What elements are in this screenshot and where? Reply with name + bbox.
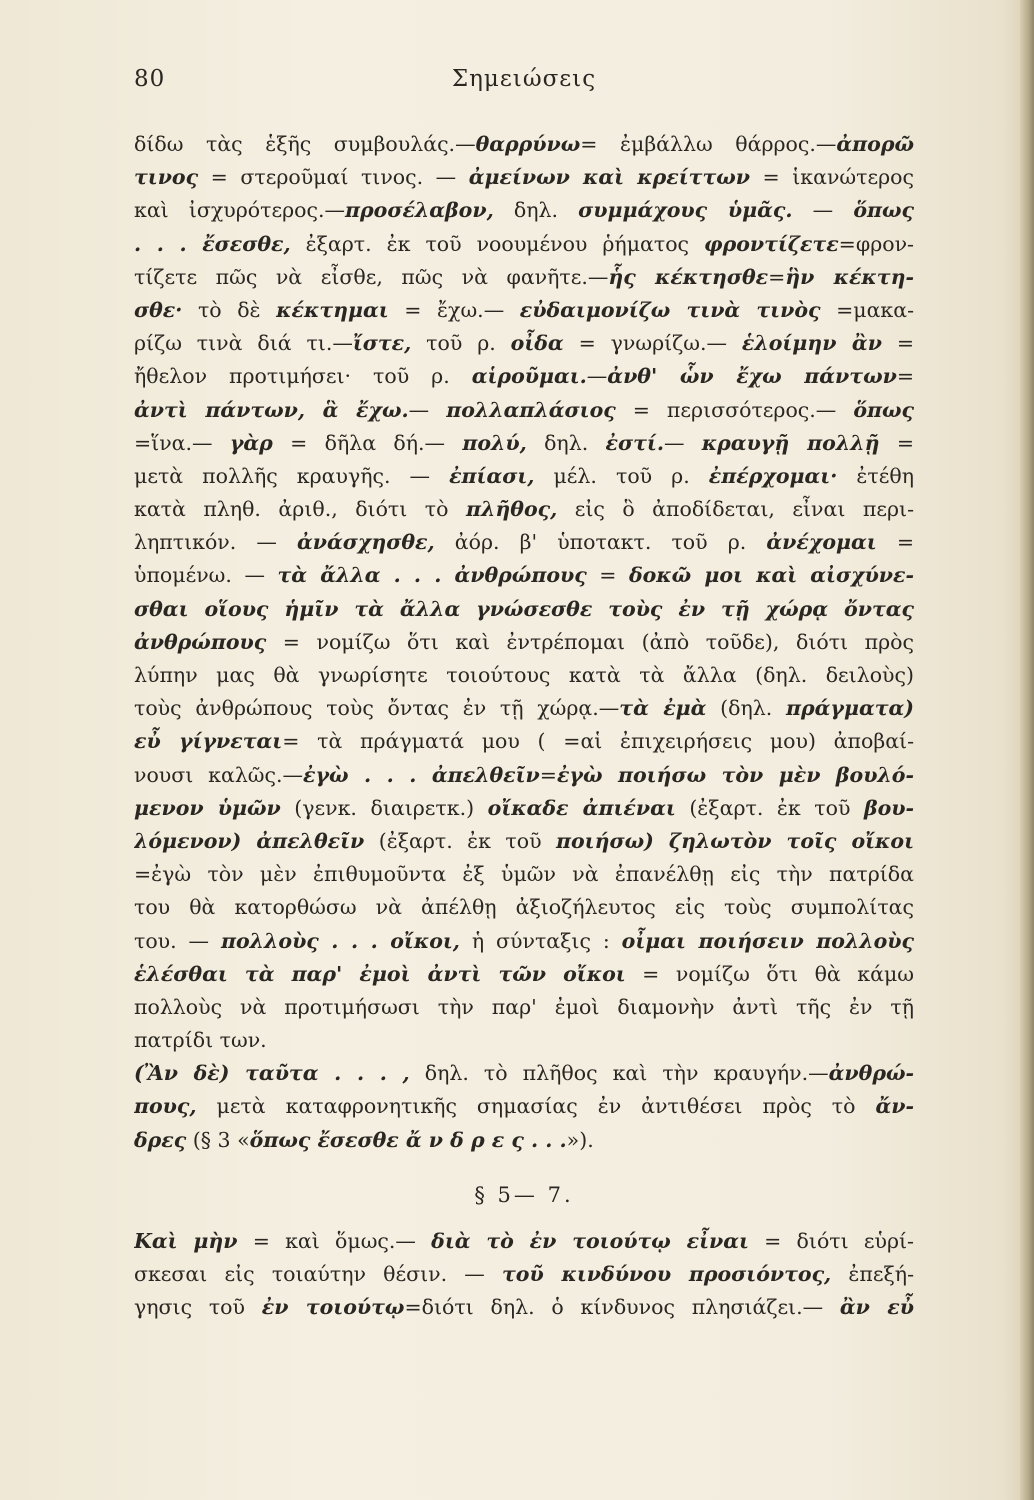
running-head: Σημειώσεις xyxy=(451,66,597,92)
bold-italic-lemma: ἐστί. xyxy=(605,430,664,455)
bold-italic-lemma: συμμάχους ὑμᾶς. xyxy=(578,198,793,223)
bold-italic-lemma: γὰρ xyxy=(229,430,273,455)
text-line: ἤθελον προτιμήσει· τοῦ ρ. αἱροῦμαι.—ἀνθ' ὧν ἔχω πάντων= xyxy=(134,364,914,389)
bold-italic-lemma: . . . ἔσεσθε, xyxy=(134,231,291,256)
bold-italic-lemma: ἐπίασι, xyxy=(449,463,535,488)
text-line: λόμενον) ἀπελθεῖν (ἐξαρτ. ἐκ τοῦ ποιήσω) ζηλωτὸν τοῖς οἴκοι xyxy=(134,828,914,853)
text-line: μενον ὑμῶν (γενκ. διαιρετκ.) οἴκαδε ἀπιέναι (ἐξαρτ. ἐκ τοῦ βου- xyxy=(134,795,914,820)
text-line: του. — πολλοὺς . . . οἴκοι, ἡ σύνταξις : οἶμαι ποιήσειν πολλοὺς xyxy=(134,928,914,953)
bold-italic-lemma: βου- xyxy=(863,795,914,820)
bold-italic-lemma: προσέλαβον, xyxy=(345,198,494,223)
bold-italic-lemma: οἶμαι ποιήσειν πολλοὺς xyxy=(621,928,914,953)
bold-italic-lemma: πους, xyxy=(134,1094,197,1119)
bold-italic-lemma: ἀπορῶ xyxy=(836,132,914,156)
bold-italic-lemma: ὅπως xyxy=(853,397,914,422)
bold-italic-lemma: ἀνάσχησθε, xyxy=(296,530,435,555)
bold-italic-lemma: ἐπέρχομαι· xyxy=(708,463,838,488)
text-line: δίδω τὰς ἑξῆς συμβουλάς.—θαρρύνω= ἐμβάλλω θάρρος.—ἀπορῶ xyxy=(134,132,914,156)
bold-italic-lemma: ἀνθ' ὧν ἔχω πάντων xyxy=(607,364,897,389)
text-line: (Ἂν δὲ) ταῦτα . . . , δηλ. τὸ πλῆθος καὶ τὴν κραυγήν.—ἀνθρώ- xyxy=(134,1061,914,1086)
bold-italic-lemma: ἀνθρώπους xyxy=(134,629,267,654)
text-line: καὶ ἰσχυρότερος.—προσέλαβον, δηλ. συμμάχους ὑμᾶς. — ὅπως xyxy=(134,198,914,223)
page-number: 80 xyxy=(134,66,166,92)
text-line: πολλοὺς νὰ προτιμήσωσι τὴν παρ' ἐμοὶ διαμονὴν ἀντὶ τῆς ἐν τῇ xyxy=(134,994,914,1019)
text-line: ἑλέσθαι τὰ παρ' ἐμοὶ ἀντὶ τῶν οἴκοι = νομίζω ὅτι θὰ κάμω xyxy=(134,961,914,986)
bold-italic-lemma: ἂν εὖ xyxy=(839,1295,914,1320)
bold-italic-lemma: ἧς κέκτησθε xyxy=(608,264,769,289)
text-line: εὖ γίγνεται= τὰ πράγματά μου ( =αἱ ἐπιχειρήσεις μου) ἀποβαί- xyxy=(134,729,914,754)
text-line: ἀντὶ πάντων, ἃ ἔχω.— πολλαπλάσιος = περισσότερος.— ὅπως xyxy=(134,397,914,422)
text-line: . . . ἔσεσθε, ἐξαρτ. ἐκ τοῦ νοουμένου ῥήματος φροντίζετε=φρον- xyxy=(134,231,914,256)
bold-italic-lemma: σθαι οἵους ἡμῖν τὰ ἄλλα γνώσεσθε τοὺς ἐν τῇ χώρᾳ ὄντας xyxy=(134,596,914,621)
bold-italic-lemma: ἐγὼ . . . ἀπελθεῖν xyxy=(303,762,540,787)
bold-italic-lemma: ἑλοίμην ἂν xyxy=(741,331,882,356)
bold-italic-lemma: δοκῶ μοι καὶ αἰσχύνε- xyxy=(628,563,914,588)
text-line: ἀνθρώπους = νομίζω ὅτι καὶ ἐντρέπομαι (ἀπὸ τοῦδε), διότι πρὸς xyxy=(134,629,914,654)
text-line: λύπην μας θὰ γνωρίσητε τοιούτους κατὰ τὰ ἄλλα (δηλ. δειλοὺς) xyxy=(134,663,914,687)
text-line: =ἵνα.— γὰρ = δῆλα δή.— πολύ, δηλ. ἐστί.— κραυγῇ πολλῇ = xyxy=(134,430,914,455)
bold-italic-lemma: κραυγῇ πολλῇ xyxy=(701,430,880,455)
bold-italic-lemma: ἐγὼ ποιήσω τὸν μὲν βουλό- xyxy=(556,762,914,787)
bold-italic-lemma: ἀμείνων καὶ κρείττων xyxy=(468,165,750,190)
bold-italic-lemma: οἶδα xyxy=(510,331,564,356)
bold-italic-lemma: ἑλέσθαι τὰ παρ' ἐμοὶ ἀντὶ τῶν οἴκοι xyxy=(134,961,626,986)
bold-italic-lemma: οἴκαδε ἀπιέναι xyxy=(487,795,676,820)
text-line: του θὰ κατορθώσω νὰ ἀπέλθῃ ἀξιοζήλευτος εἰς τοὺς συμπολίτας xyxy=(134,895,914,920)
text-line: Καὶ μὴν = καὶ ὅμως.— διὰ τὸ ἐν τοιούτῳ εἶναι = διότι εὑρί- xyxy=(134,1228,914,1253)
text-line: γησις τοῦ ἐν τοιούτῳ=διότι δηλ. ὁ κίνδυνος πλησιάζει.— ἂν εὖ xyxy=(134,1295,914,1320)
bold-italic-lemma: ἴστε, xyxy=(352,331,412,356)
bold-italic-lemma: κέκτημαι xyxy=(276,297,389,322)
text-line: =ἐγὼ τὸν μὲν ἐπιθυμοῦντα ἐξ ὑμῶν νὰ ἐπανέλθῃ εἰς τὴν πατρίδα xyxy=(134,862,914,887)
section-heading: § 5— 7. xyxy=(474,1182,574,1207)
text-line: ρίζω τινὰ διά τι.—ἴστε, τοῦ ρ. οἶδα = γνωρίζω.— ἑλοίμην ἂν = xyxy=(134,331,914,356)
bold-italic-lemma: ποιήσω) ζηλωτὸν τοῖς οἴκοι xyxy=(555,828,914,853)
notes-text xyxy=(134,128,914,1324)
bold-italic-lemma: ὅπως xyxy=(853,198,914,223)
bold-italic-lemma: τὰ ἐμὰ xyxy=(619,696,707,721)
bold-italic-lemma: πολύ, xyxy=(462,430,527,455)
text-line: τινος = στεροῦμαί τινος. — ἀμείνων καὶ κρείττων = ἱκανώτερος xyxy=(134,165,914,190)
text-line: σκεσαι εἰς τοιαύτην θέσιν. — τοῦ κινδύνου προσιόντος, ἐπεξή- xyxy=(134,1262,914,1286)
bold-italic-lemma: πλῆθος, xyxy=(465,497,558,522)
bold-italic-lemma: φροντίζετε xyxy=(704,231,839,256)
bold-italic-lemma: λόμενον) ἀπελθεῖν xyxy=(134,828,365,853)
bold-italic-lemma: ἄν- xyxy=(875,1094,914,1119)
bold-italic-lemma: τινος xyxy=(134,165,199,190)
bold-italic-lemma: ἀντὶ πάντων, ἃ ἔχω. xyxy=(134,397,409,422)
text-line: ὑπομένω. — τὰ ἄλλα . . . ἀνθρώπους = δοκῶ μοι καὶ αἰσχύνε- xyxy=(134,563,914,588)
bold-italic-lemma: δρες xyxy=(134,1127,187,1152)
bold-italic-lemma: πολλοὺς . . . οἴκοι, xyxy=(220,928,460,953)
bold-italic-lemma: μενον ὑμῶν xyxy=(134,795,281,820)
bold-italic-lemma: αἱροῦμαι. xyxy=(471,364,587,389)
bold-italic-lemma: τὰ ἄλλα . . . ἀνθρώπους xyxy=(277,563,587,588)
bold-italic-lemma: ἐν τοιούτῳ xyxy=(261,1295,405,1320)
bold-italic-lemma: εὐδαιμονίζω τινὰ τινὸς xyxy=(519,297,821,322)
text-line: ληπτικόν. — ἀνάσχησθε, ἀόρ. β' ὑποτακτ. τοῦ ρ. ἀνέχομαι = xyxy=(134,530,914,555)
text-line: δρες (§ 3 «ὅπως ἔσεσθε ἄ ν δ ρ ε ς . . .»). xyxy=(134,1127,594,1152)
bold-italic-lemma: πολλαπλάσιος xyxy=(446,397,616,422)
bold-italic-lemma: ἀνθρώ- xyxy=(828,1061,914,1086)
text-line xyxy=(134,593,914,626)
text-line: τίζετε πῶς νὰ εἶσθε, πῶς νὰ φανῆτε.—ἧς κέκτησθε=ἣν κέκτη- xyxy=(134,264,914,289)
bold-italic-lemma: ἀνέχομαι xyxy=(766,530,877,555)
bold-italic-lemma: θαρρύνω xyxy=(475,132,581,156)
bold-italic-lemma: σθε· xyxy=(134,297,183,322)
text-line: μετὰ πολλῆς κραυγῆς. — ἐπίασι, μέλ. τοῦ ρ. ἐπέρχομαι· ἐτέθη xyxy=(134,463,914,488)
text-line: κατὰ πληθ. ἀριθ., διότι τὸ πλῆθος, εἰς ὃ ἀποδίδεται, εἶναι περι- xyxy=(134,497,914,522)
text-line: σθε· τὸ δὲ κέκτημαι = ἔχω.— εὐδαιμονίζω τινὰ τινὸς =μακα- xyxy=(134,297,914,322)
text-line: πατρίδι των. xyxy=(134,1028,267,1053)
bold-italic-lemma: εὖ γίγνεται xyxy=(134,729,283,754)
page-header xyxy=(134,66,914,106)
page-edge xyxy=(1020,0,1034,1500)
bold-italic-lemma: ὅπως ἔσεσθε ἄ ν δ ρ ε ς . . . xyxy=(249,1127,567,1152)
bold-italic-lemma: διὰ τὸ ἐν τοιούτῳ εἶναι xyxy=(431,1228,749,1253)
bold-italic-lemma: πράγματα) xyxy=(786,696,914,721)
bold-italic-lemma: τοῦ κινδύνου προσιόντος, xyxy=(502,1262,832,1286)
text-line: τοὺς ἀνθρώπους τοὺς ὄντας ἐν τῇ χώρᾳ.—τὰ ἐμὰ (δηλ. πράγματα) xyxy=(134,696,914,721)
bold-italic-lemma: Καὶ μὴν xyxy=(134,1228,238,1253)
bold-italic-lemma: ἣν κέκτη- xyxy=(785,264,914,289)
text-line: πους, μετὰ καταφρονητικῆς σημασίας ἐν ἀντιθέσει πρὸς τὸ ἄν- xyxy=(134,1094,914,1119)
bold-italic-lemma: (Ἂν δὲ) ταῦτα . . . , xyxy=(134,1061,410,1086)
text-line: νουσι καλῶς.—ἐγὼ . . . ἀπελθεῖν=ἐγὼ ποιήσω τὸν μὲν βουλό- xyxy=(134,762,914,787)
